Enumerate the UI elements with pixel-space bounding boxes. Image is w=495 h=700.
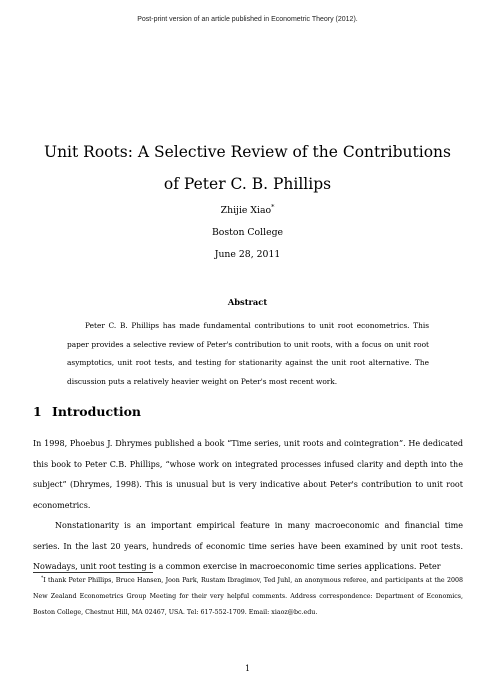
paragraph-2: Nonstationarity is an important empirical feature in many macroeconomic and financial time series. In the last 20 years, hundreds of economic time series have been examined by unit root tests. Nowadays, unit root testing is a common exercise in macroeconomic time series applications. Peter [33, 521, 463, 571]
footnote-mark: * [41, 575, 44, 581]
page-number: 1 [244, 664, 251, 673]
footnote [33, 573, 463, 621]
author-name: Zhijie Xiao [220, 205, 272, 216]
author-line [0, 202, 495, 216]
abstract-heading: Abstract [227, 297, 268, 307]
paper-title: Unit Roots: A Selective Review of the Contributions of Peter C. B. Phillips [44, 143, 451, 193]
abstract-text: Peter C. B. Phillips has made fundamental contributions to unit root econometrics. This paper provides a selective review of Peter's contribution to unit roots, with a focus on unit root asymptotics, unit root tests, and testing for stationarity against the unit root alternative. The discussion puts a relatively heavier weight on Peter's most recent work. [67, 321, 429, 386]
author-affiliation: Boston College [211, 227, 284, 238]
section-title: Introduction [52, 404, 142, 419]
section-heading [33, 404, 141, 419]
footnote-text: I thank Peter Phillips, Bruce Hansen, Joon Park, Rustam Ibragimov, Ted Juhl, an anonymous referee, and participants at the 2008 New Zealand Econometrics Group Meeting for their very helpful comments. Address correspondence: Department of Economics, Boston College, Chestnut Hill, MA 02467, USA. Tel: 617-552-1709. Email: xiaoz@bc.edu. [33, 577, 463, 616]
paper-date: June 28, 2011 [214, 249, 281, 260]
abstract-body [67, 317, 429, 391]
post-print-note: Post-print version of an article published in Econometric Theory (2012). [137, 16, 358, 23]
paragraph-1: In 1998, Phoebus J. Dhrymes published a book “Time series, unit roots and cointegration”. He dedicated this book to Peter C.B. Phillips, “whose work on integrated processes infused clarity and depth into the subject” (Dhrymes, 1998). This is unusual but is very indicative about Peter's contribution to unit root econometrics. [33, 439, 463, 510]
section-number: 1 [33, 404, 42, 419]
author-footnote-mark[interactable]: * [271, 202, 275, 211]
